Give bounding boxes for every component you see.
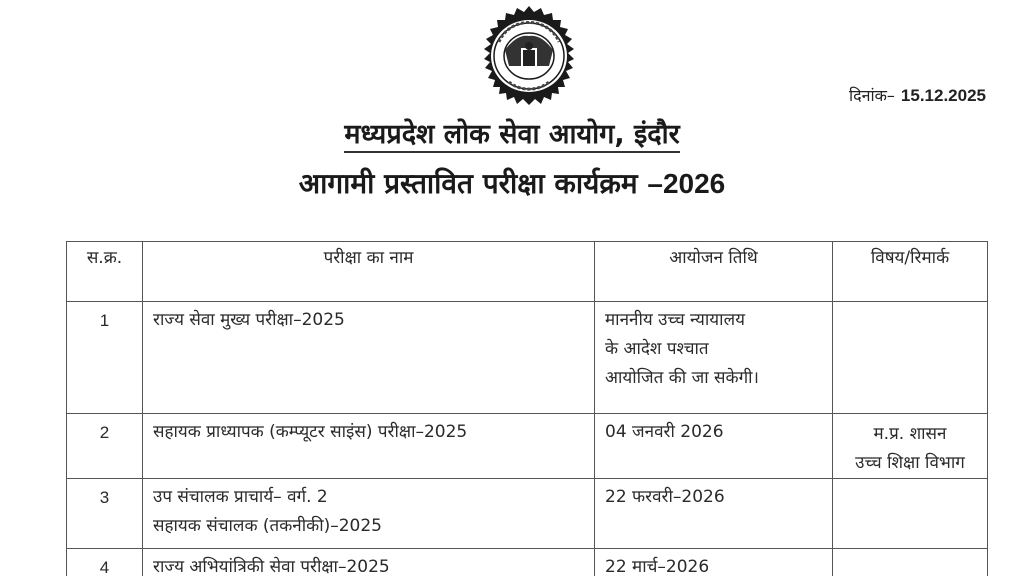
row-remark bbox=[833, 302, 988, 414]
row-remark bbox=[833, 479, 988, 549]
date-value: 15.12.2025 bbox=[900, 86, 986, 105]
table-row bbox=[67, 549, 988, 576]
exam-name-line: राज्य अभियांत्रिकी सेवा परीक्षा–2025 bbox=[153, 557, 390, 576]
row-sno: 4 bbox=[67, 549, 143, 576]
exam-schedule-table bbox=[66, 241, 988, 576]
exam-name-line: सहायक प्राध्यापक (कम्प्यूटर साइंस) परीक्षा–2025 bbox=[153, 422, 468, 442]
date-line: 22 मार्च–2026 bbox=[605, 557, 710, 576]
row-date bbox=[595, 302, 833, 414]
remark-line: म.प्र. शासन bbox=[873, 424, 947, 444]
row-exam-name bbox=[143, 414, 595, 479]
exam-name-line: उप संचालक प्राचार्य– वर्ग. 2 bbox=[153, 487, 328, 507]
column-header-sno: स.क्र. bbox=[67, 242, 143, 302]
column-header-date: आयोजन तिथि bbox=[595, 242, 833, 302]
column-header-remark: विषय/रिमार्क bbox=[833, 242, 988, 302]
row-sno: 3 bbox=[67, 479, 143, 549]
date-line: के आदेश पश्चात bbox=[605, 339, 709, 359]
remark-line: उच्च शिक्षा विभाग bbox=[855, 453, 965, 473]
organization-title-text: मध्यप्रदेश लोक सेवा आयोग, इंदौर bbox=[344, 119, 679, 153]
schedule-title-year: –2026 bbox=[647, 168, 726, 199]
exam-name-line: सहायक संचालक (तकनीकी)–2025 bbox=[153, 516, 382, 536]
schedule-title bbox=[0, 164, 1024, 202]
table-row bbox=[67, 479, 988, 549]
table-header-row bbox=[67, 242, 988, 302]
date-label: दिनांक– bbox=[848, 86, 895, 105]
row-remark bbox=[833, 549, 988, 576]
row-date bbox=[595, 414, 833, 479]
row-exam-name bbox=[143, 479, 595, 549]
row-exam-name bbox=[143, 302, 595, 414]
row-date bbox=[595, 479, 833, 549]
organization-title bbox=[0, 114, 1024, 151]
date-line: 04 जनवरी 2026 bbox=[605, 422, 724, 442]
table-row bbox=[67, 414, 988, 479]
table-row bbox=[67, 302, 988, 414]
schedule-title-text: आगामी प्रस्तावित परीक्षा कार्यक्रम bbox=[298, 167, 638, 200]
column-header-exam-name: परीक्षा का नाम bbox=[143, 242, 595, 302]
row-remark bbox=[833, 414, 988, 479]
date-line: आयोजित की जा सकेगी। bbox=[605, 368, 759, 388]
exam-name-line: राज्य सेवा मुख्य परीक्षा–2025 bbox=[153, 310, 345, 330]
row-exam-name bbox=[143, 549, 595, 576]
row-date bbox=[595, 549, 833, 576]
mppsc-emblem-icon bbox=[474, 6, 584, 106]
date-line: 22 फरवरी–2026 bbox=[605, 487, 725, 507]
date-line: माननीय उच्च न्यायालय bbox=[605, 310, 745, 330]
row-sno: 1 bbox=[67, 302, 143, 414]
row-sno: 2 bbox=[67, 414, 143, 479]
notice-date bbox=[849, 84, 986, 106]
